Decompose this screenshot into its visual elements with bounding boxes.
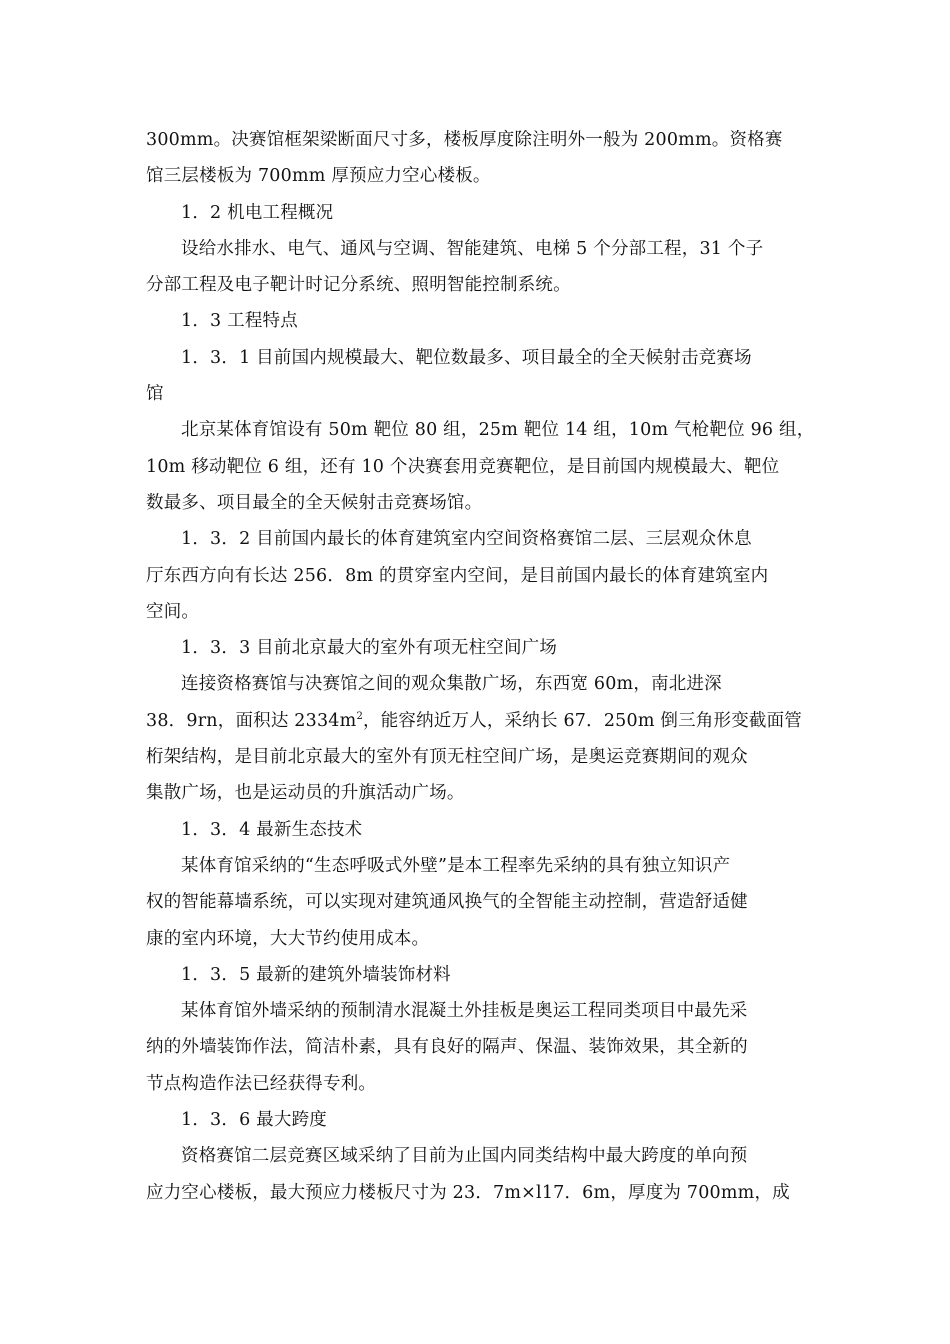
text-line <box>146 158 811 194</box>
text-line-content: 北京某体育馆设有 50m 靶位 80 组，25m 靶位 14 组，10m 气枪靶位 96 组， <box>181 420 815 441</box>
text-line-content: 应力空心楼板，最大预应力楼板尺寸为 23．7m×l17．6m，厚度为 700mm，成 <box>146 1182 790 1203</box>
text-line <box>146 1102 811 1138</box>
text-line <box>146 703 811 739</box>
text-line <box>146 303 811 339</box>
text-line-content: 设给水排水、电气、通风与空调、智能建筑、电梯 5 个分部工程，31 个子 <box>181 238 764 259</box>
text-line-content: 康的室内环境，大大节约使用成本。 <box>146 928 430 949</box>
text-line <box>146 666 811 702</box>
text-line-content: 分部工程及电子靶计时记分系统、照明智能控制系统。 <box>146 275 571 296</box>
text-line <box>146 884 811 920</box>
text-line-content: 纳的外墙装饰作法，简洁朴素，具有良好的隔声、保温、装饰效果，其全新的 <box>146 1037 748 1058</box>
text-line <box>146 921 811 957</box>
text-line <box>146 122 811 158</box>
text-line <box>146 376 811 412</box>
text-line-content: 300mm。决赛馆框架梁断面尺寸多，楼板厚度除注明外一般为 200mm。资格赛 <box>146 130 783 150</box>
text-line <box>146 485 811 521</box>
text-line <box>146 1175 811 1211</box>
text-line-content: 1．3．3 目前北京最大的室外有项无柱空间广场 <box>181 638 558 659</box>
superscript: 2 <box>356 710 363 722</box>
text-line-content: 38．9rn，面积达 2334m <box>146 710 357 731</box>
text-line <box>146 1138 811 1174</box>
text-line <box>146 267 811 303</box>
text-line <box>146 630 811 666</box>
text-line <box>146 594 811 630</box>
text-line-content: 资格赛馆二层竞赛区域采纳了目前为止国内同类结构中最大跨度的单向预 <box>181 1146 748 1167</box>
text-line <box>146 993 811 1029</box>
text-line-content: 某体育馆采纳的“生态呼吸式外壁”是本工程率先采纳的具有独立知识产 <box>181 855 731 876</box>
text-line-continuation: ，能容纳近万人，采纳长 67．250m 倒三角形变截面管 <box>363 710 802 731</box>
text-line-content: 权的智能幕墙系统，可以实现对建筑通风换气的全智能主动控制，营造舒适健 <box>146 892 748 913</box>
text-line <box>146 812 811 848</box>
text-line <box>146 1029 811 1065</box>
text-line-content: 1．3．6 最大跨度 <box>181 1110 327 1131</box>
text-line-content: 10m 移动靶位 6 组，还有 10 个决赛套用竞赛靶位，是目前国内规模最大、靶位 <box>146 456 780 477</box>
text-line-content: 1．3．4 最新生态技术 <box>181 819 363 840</box>
text-line-content: 1．3 工程特点 <box>181 311 298 332</box>
text-line-content: 节点构造作法已经获得专利。 <box>146 1073 377 1094</box>
text-line <box>146 340 811 376</box>
text-line <box>146 231 811 267</box>
text-line <box>146 848 811 884</box>
text-line-content: 空间。 <box>146 601 200 622</box>
text-line <box>146 739 811 775</box>
text-line <box>146 1066 811 1102</box>
text-line-content: 1．2 机电工程概况 <box>181 202 334 223</box>
text-line-content: 馆 <box>146 384 164 405</box>
text-line <box>146 775 811 811</box>
text-line-content: 1．3．2 目前国内最长的体育建筑室内空间资格赛馆二层、三层观众休息 <box>181 529 752 550</box>
text-line <box>146 558 811 594</box>
text-line-content: 1．3．5 最新的建筑外墙装饰材料 <box>181 964 451 985</box>
text-line-content: 馆三层楼板为 700mm 厚预应力空心楼板。 <box>146 166 491 187</box>
text-line <box>146 521 811 557</box>
text-line <box>146 195 811 231</box>
text-line-content: 集散广场，也是运动员的升旗活动广场。 <box>146 783 465 804</box>
text-line-content: 数最多、项目最全的全天候射击竞赛场馆。 <box>146 492 483 513</box>
text-line-content: 厅东西方向有长达 256．8m 的贯穿室内空间，是目前国内最长的体育建筑室内 <box>146 565 769 586</box>
text-line <box>146 957 811 993</box>
text-line <box>146 449 811 485</box>
text-line-content: 某体育馆外墙采纳的预制清水混凝土外挂板是奥运工程同类项目中最先采 <box>181 1001 748 1022</box>
text-line-content: 1．3．1 目前国内规模最大、靶位数最多、项目最全的全天候射击竞赛场 <box>181 347 752 368</box>
document-body <box>146 122 815 1211</box>
text-line <box>146 412 815 448</box>
text-line-content: 桁架结构，是目前北京最大的室外有顶无柱空间广场，是奥运竞赛期间的观众 <box>146 747 748 768</box>
text-line-content: 连接资格赛馆与决赛馆之间的观众集散广场，东西宽 60m，南北进深 <box>181 674 722 695</box>
